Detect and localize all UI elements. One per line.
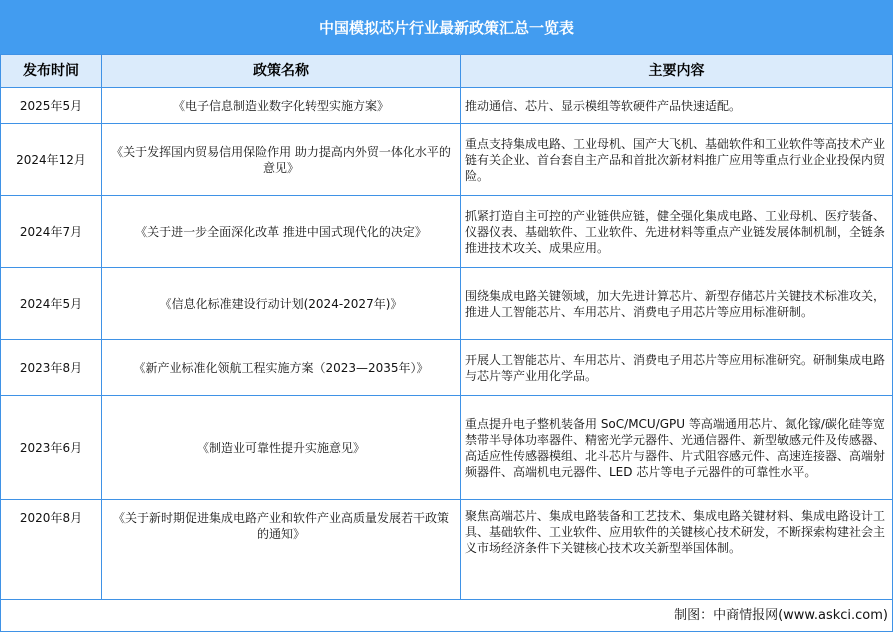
cell-policy-name: 《关于发挥国内贸易信用保险作用 助力提高内外贸一体化水平的意见》 bbox=[102, 124, 461, 196]
page-title: 中国模拟芯片行业最新政策汇总一览表 bbox=[0, 0, 893, 54]
table-row bbox=[1, 340, 893, 396]
cell-date: 2020年8月 bbox=[1, 500, 102, 600]
cell-content: 推动通信、芯片、显示模组等软硬件产品快速适配。 bbox=[461, 88, 893, 124]
cell-date: 2023年8月 bbox=[1, 340, 102, 396]
table-row bbox=[1, 196, 893, 268]
cell-policy-name: 《电子信息制造业数字化转型实施方案》 bbox=[102, 88, 461, 124]
cell-policy-name: 《制造业可靠性提升实施意见》 bbox=[102, 396, 461, 500]
cell-content: 聚焦高端芯片、集成电路装备和工艺技术、集成电路关键材料、集成电路设计工具、基础软件、工业软件、应用软件的关键核心技术研发，不断探索构建社会主义市场经济条件下关键核心技术攻关新型举国体制。 bbox=[461, 500, 893, 600]
cell-content: 重点提升电子整机装备用 SoC/MCU/GPU 等高端通用芯片、氮化镓/碳化硅等宽禁带半导体功率器件、精密光学元器件、光通信器件、新型敏感元件及传感器、高适应性传感器模组、北斗芯片与器件、片式阻容感元件、高速连接器、高端射频器件、高端机电元器件、LED 芯片等电子元器件的可靠性水平。 bbox=[461, 396, 893, 500]
cell-date: 2025年5月 bbox=[1, 88, 102, 124]
cell-content: 抓紧打造自主可控的产业链供应链，健全强化集成电路、工业母机、医疗装备、仪器仪表、基础软件、工业软件、先进材料等重点产业链发展体制机制，全链条推进技术攻关、成果应用。 bbox=[461, 196, 893, 268]
table-header-row bbox=[1, 55, 893, 88]
cell-date: 2023年6月 bbox=[1, 396, 102, 500]
table-row bbox=[1, 88, 893, 124]
policy-table bbox=[0, 54, 893, 632]
cell-date: 2024年7月 bbox=[1, 196, 102, 268]
column-header-policy-name: 政策名称 bbox=[102, 55, 461, 88]
cell-date: 2024年12月 bbox=[1, 124, 102, 196]
source-credit: 制图：中商情报网(www.askci.com) bbox=[1, 600, 893, 632]
footer-row bbox=[1, 600, 893, 632]
cell-date: 2024年5月 bbox=[1, 268, 102, 340]
cell-policy-name: 《新产业标准化领航工程实施方案（2023—2035年）》 bbox=[102, 340, 461, 396]
cell-content: 重点支持集成电路、工业母机、国产大飞机、基础软件和工业软件等高技术产业链有关企业、首台套自主产品和首批次新材料推广应用等重点行业企业投保内贸险。 bbox=[461, 124, 893, 196]
table-row bbox=[1, 124, 893, 196]
cell-policy-name: 《信息化标准建设行动计划(2024-2027年)》 bbox=[102, 268, 461, 340]
column-header-date: 发布时间 bbox=[1, 55, 102, 88]
table-row bbox=[1, 396, 893, 500]
table-row bbox=[1, 500, 893, 600]
column-header-content: 主要内容 bbox=[461, 55, 893, 88]
table-row bbox=[1, 268, 893, 340]
cell-content: 开展人工智能芯片、车用芯片、消费电子用芯片等应用标准研究。研制集成电路与芯片等产业用化学品。 bbox=[461, 340, 893, 396]
cell-policy-name: 《关于进一步全面深化改革 推进中国式现代化的决定》 bbox=[102, 196, 461, 268]
cell-policy-name: 《关于新时期促进集成电路产业和软件产业高质量发展若干政策的通知》 bbox=[102, 500, 461, 600]
cell-content: 围绕集成电路关键领域，加大先进计算芯片、新型存储芯片关键技术标准攻关，推进人工智能芯片、车用芯片、消费电子用芯片等应用标准研制。 bbox=[461, 268, 893, 340]
